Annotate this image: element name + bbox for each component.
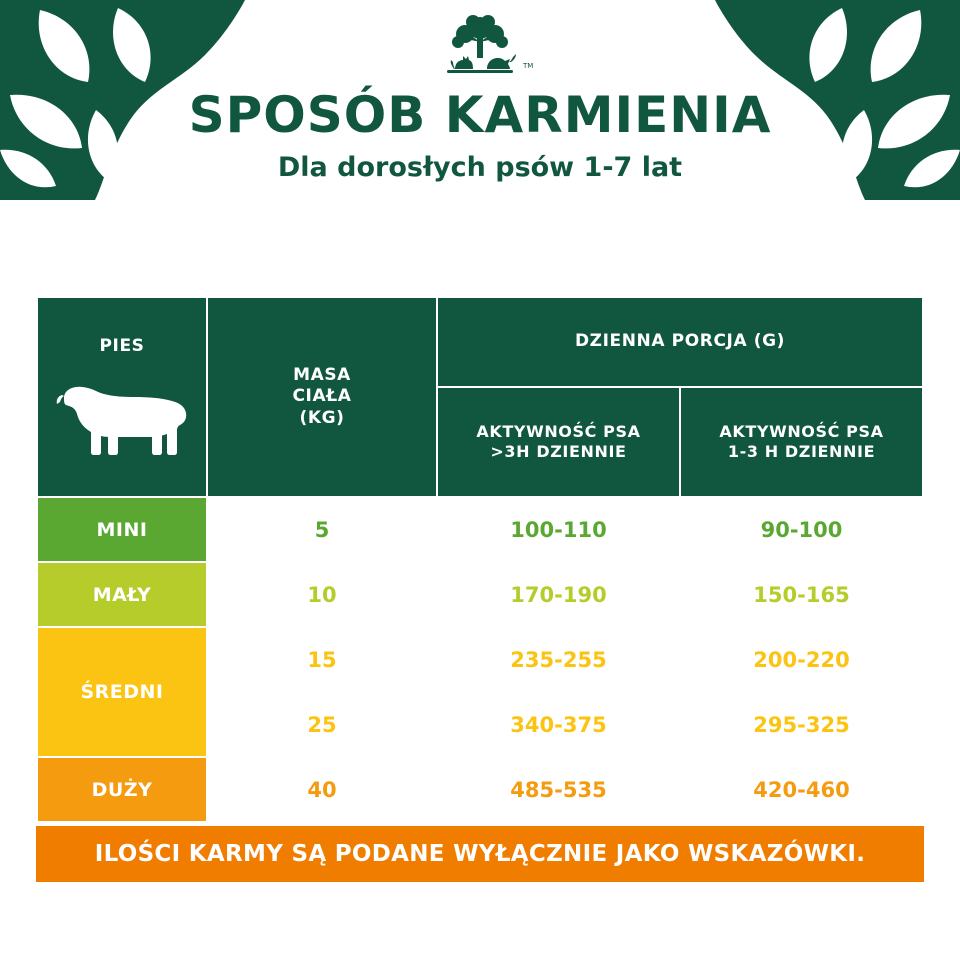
header-body-mass-line3: (KG) xyxy=(299,407,345,428)
brand-logo xyxy=(420,12,540,84)
portion-low-cell: 90-100 xyxy=(680,497,923,562)
category-cell-mini: MINI xyxy=(37,497,207,562)
header-cell-dog xyxy=(37,297,207,497)
table-header-row-1 xyxy=(37,297,923,387)
portion-high-cell: 170-190 xyxy=(437,562,680,627)
footer-disclaimer: ILOŚCI KARMY SĄ PODANE WYŁĄCZNIE JAKO WSKAZÓWKI. xyxy=(36,826,924,882)
mass-cell: 10 xyxy=(207,562,437,627)
mass-cell: 5 xyxy=(207,497,437,562)
header-dog-label: PIES xyxy=(99,336,145,357)
page-header xyxy=(0,0,960,232)
tree-with-dog-and-cat-logo-icon xyxy=(425,12,535,86)
trademark-label: TM xyxy=(523,62,534,70)
table-row xyxy=(37,757,923,822)
portion-high-cell: 340-375 xyxy=(437,692,680,757)
category-cell-sredni: ŚREDNI xyxy=(37,627,207,757)
header-cell-activity-high xyxy=(437,387,680,497)
mass-cell: 25 xyxy=(207,692,437,757)
header-activity-high-line1: AKTYWNOŚĆ PSA xyxy=(476,422,641,441)
portion-low-cell: 200-220 xyxy=(680,627,923,692)
category-cell-duzy: DUŻY xyxy=(37,757,207,822)
portion-low-cell: 420-460 xyxy=(680,757,923,822)
mass-cell: 40 xyxy=(207,757,437,822)
table-row xyxy=(37,497,923,562)
page-subtitle: Dla dorosłych psów 1-7 lat xyxy=(277,152,683,183)
header-activity-low-line1: AKTYWNOŚĆ PSA xyxy=(719,422,884,441)
page-title: SPOSÓB KARMIENIA xyxy=(188,86,772,144)
header-activity-low-line2: 1-3 H DZIENNIE xyxy=(727,442,876,461)
portion-low-cell: 295-325 xyxy=(680,692,923,757)
table-row xyxy=(37,627,923,692)
header-cell-activity-low xyxy=(680,387,923,497)
header-body-mass-line2: CIAŁA xyxy=(292,386,352,407)
header-cell-daily-portion: DZIENNA PORCJA (G) xyxy=(437,297,923,387)
header-cell-body-mass xyxy=(207,297,437,497)
portion-low-cell: 150-165 xyxy=(680,562,923,627)
table-row xyxy=(37,562,923,627)
header-body-mass-line1: MASA xyxy=(293,365,351,386)
feeding-table-wrapper xyxy=(36,296,924,823)
portion-high-cell: 100-110 xyxy=(437,497,680,562)
category-cell-maly: MAŁY xyxy=(37,562,207,627)
dog-silhouette-icon xyxy=(56,372,188,458)
portion-high-cell: 235-255 xyxy=(437,627,680,692)
header-activity-high-line2: >3H DZIENNIE xyxy=(490,442,627,461)
mass-cell: 15 xyxy=(207,627,437,692)
feeding-table xyxy=(36,296,924,823)
portion-high-cell: 485-535 xyxy=(437,757,680,822)
